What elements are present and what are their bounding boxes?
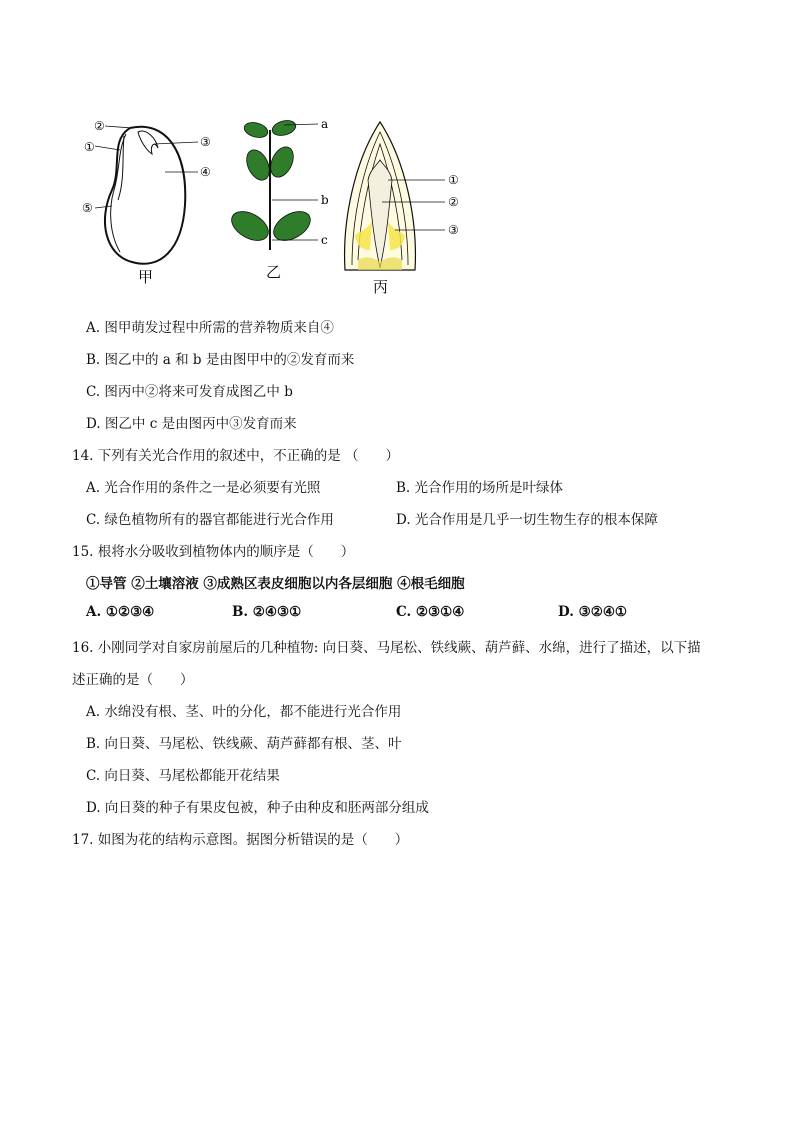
seedling-diagram-yi	[227, 118, 318, 250]
q14-option-b: B. 光合作用的场所是叶绿体	[396, 480, 564, 496]
q15-option-a: A. ①②③④	[86, 604, 155, 620]
section-diagram-bing	[345, 122, 445, 270]
q15-stem: 15. 根将水分吸收到植物体内的顺序是（ ）	[72, 544, 355, 560]
q15-option-b: B. ②④③①	[232, 604, 302, 620]
jia-mark-5: ⑤	[82, 201, 93, 215]
label-jia: 甲	[138, 268, 154, 286]
yi-mark-a: a	[321, 117, 329, 131]
bing-mark-2: ②	[448, 195, 459, 209]
q16-option-b: B. 向日葵、马尾松、铁线蕨、葫芦藓都有根、茎、叶	[86, 736, 402, 752]
q16-option-d: D. 向日葵的种子有果皮包被，种子由种皮和胚两部分组成	[86, 800, 429, 816]
q16-stem-line1: 16. 小刚同学对自家房前屋后的几种植物: 向日葵、马尾松、铁线蕨、葫芦藓、水绵，进行了描述，以下描	[72, 640, 701, 656]
plant-structure-diagram	[70, 110, 490, 300]
yi-mark-b: b	[321, 193, 329, 207]
q15-option-c: C. ②③①④	[396, 604, 465, 620]
label-yi: 乙	[266, 263, 282, 281]
bing-mark-1: ①	[448, 173, 459, 187]
q13-option-c: C. 图丙中②将来可发育成图乙中 b	[86, 384, 293, 400]
bing-mark-3: ③	[448, 223, 459, 237]
q16-option-c: C. 向日葵、马尾松都能开花结果	[86, 768, 280, 784]
q15-items: ①导管 ②土壤溶液 ③成熟区表皮细胞以内各层细胞 ④根毛细胞	[86, 576, 465, 592]
label-bing: 丙	[373, 278, 389, 296]
q16-stem-line2: 述正确的是（ ）	[72, 672, 194, 688]
q14-option-a: A. 光合作用的条件之一是必须要有光照	[86, 480, 321, 496]
q15-option-d: D. ③②④①	[558, 604, 628, 620]
q14-option-d: D. 光合作用是几乎一切生物生存的根本保障	[396, 512, 658, 528]
q14-option-c: C. 绿色植物所有的器官都能进行光合作用	[86, 512, 334, 528]
q13-option-a: A. 图甲萌发过程中所需的营养物质来自④	[86, 320, 334, 336]
q13-option-b: B. 图乙中的 a 和 b 是由图甲中的②发育而来	[86, 352, 355, 368]
yi-mark-c: c	[321, 233, 328, 247]
jia-mark-1: ①	[84, 140, 95, 154]
seed-diagram-jia	[95, 126, 198, 264]
jia-mark-2: ②	[94, 119, 105, 133]
question-13-figure	[70, 110, 490, 300]
q16-option-a: A. 水绵没有根、茎、叶的分化，都不能进行光合作用	[86, 704, 402, 720]
jia-mark-4: ④	[200, 165, 211, 179]
q13-option-d: D. 图乙中 c 是由图丙中③发育而来	[86, 416, 297, 432]
q14-stem: 14. 下列有关光合作用的叙述中，不正确的是 （ ）	[72, 448, 400, 464]
q17-stem: 17. 如图为花的结构示意图。据图分析错误的是（ ）	[72, 832, 409, 848]
jia-mark-3: ③	[200, 135, 211, 149]
